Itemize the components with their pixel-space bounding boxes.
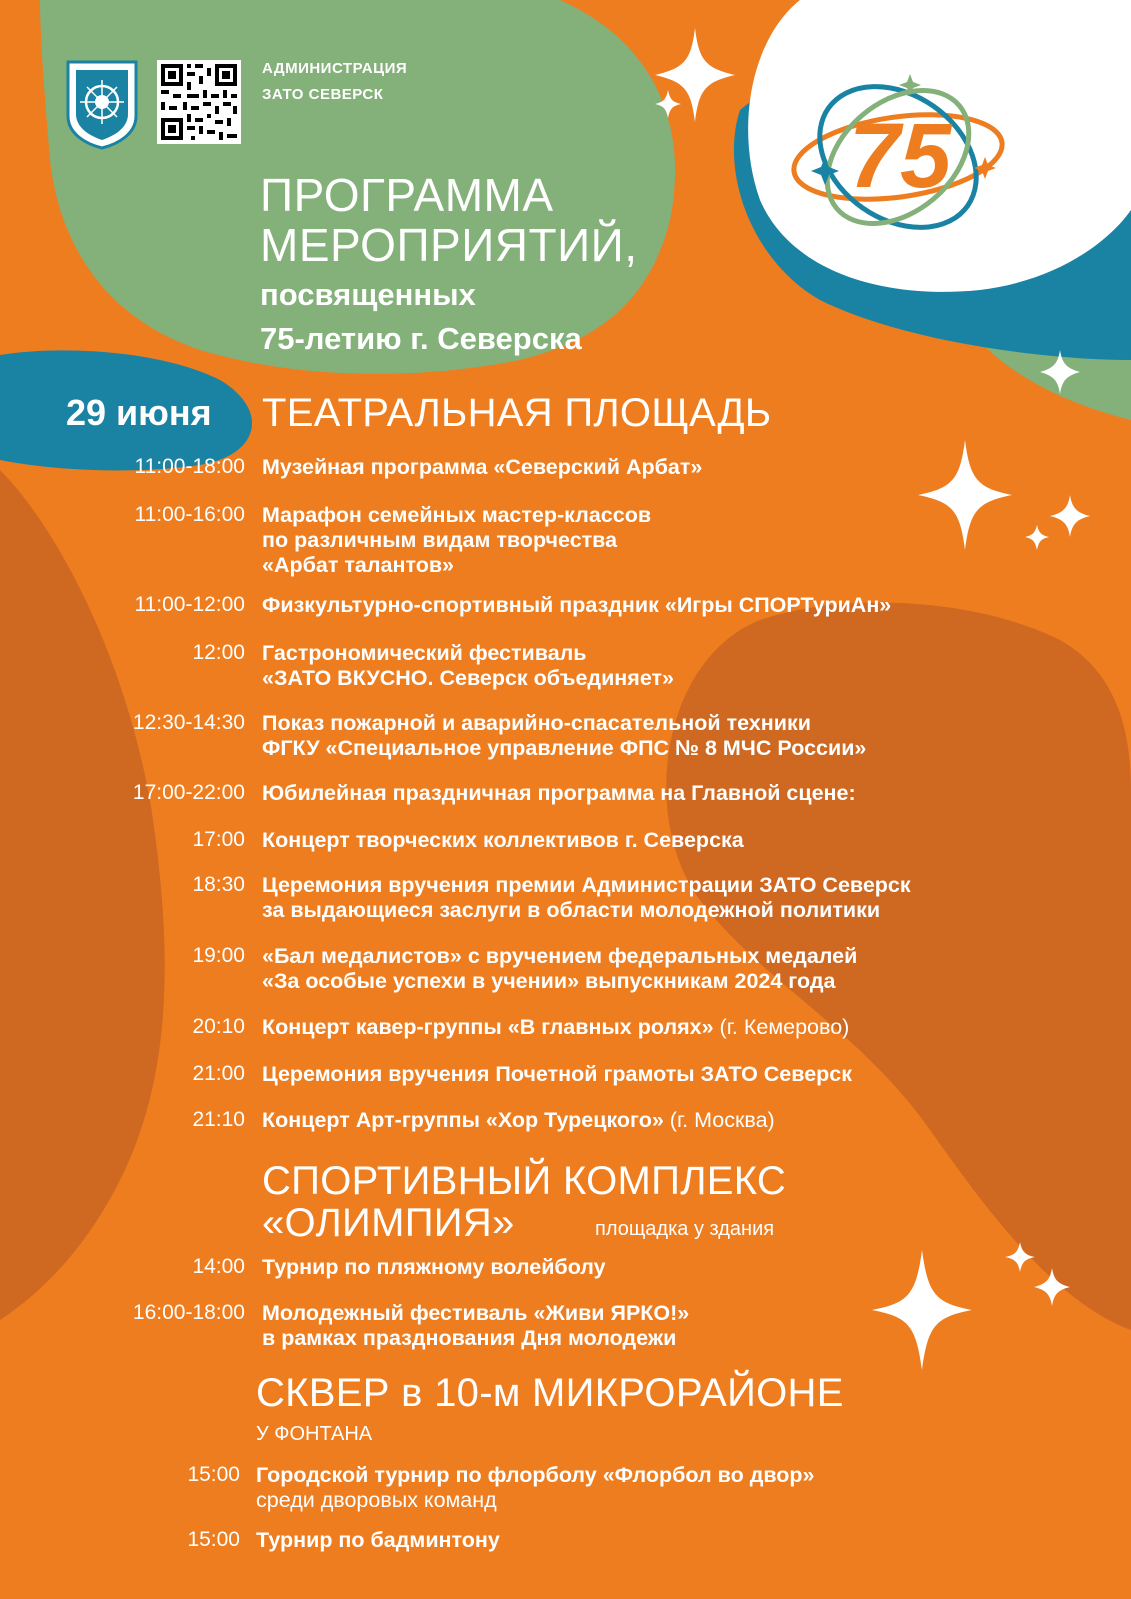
venue-olympia-line-1: СПОРТИВНЫЙ КОМПЛЕКС (262, 1159, 787, 1203)
event-time: 21:00 (192, 1062, 245, 1085)
anniversary-number: 75 (848, 105, 952, 207)
event-item: Молодежный фестиваль «Живи ЯРКО!» в рамках празднования Дня молодежи (262, 1301, 690, 1350)
event-item: Показ пожарной и аварийно-спасательной техники ФГКУ «Специальное управление ФПС № 8 МЧС России» (262, 711, 867, 760)
event-city-note: (г. Кемерово) (713, 1015, 850, 1039)
qr-code-icon[interactable] (157, 60, 241, 144)
venue-square-note: У ФОНТАНА (256, 1423, 373, 1445)
anniversary-75-logo (780, 62, 1020, 262)
event-time: 21:10 (192, 1108, 245, 1131)
event-time: 17:00-22:00 (132, 781, 245, 804)
event-item: Церемония вручения премии Администрации ЗАТО Северск за выдающиеся заслуги в области молодежной политики (262, 873, 911, 922)
event-time: 17:00 (192, 828, 245, 851)
event-item: «Бал медалистов» с вручением федеральных медалей «За особые успехи в учении» выпускникам 2024 года (262, 944, 858, 993)
event-time: 20:10 (192, 1015, 245, 1038)
event-subtitle: среди дворовых команд (256, 1488, 497, 1512)
title-line-2: МЕРОПРИЯТИЙ, (260, 219, 638, 271)
title-line-1: ПРОГРАММА (260, 169, 554, 221)
event-time: 12:00 (192, 641, 245, 664)
event-date: 29 июня (66, 392, 212, 433)
event-item: Физкультурно-спортивный праздник «Игры СПОРТуриАн» (262, 593, 892, 617)
event-item: Турнир по пляжному волейболу (262, 1255, 606, 1279)
event-city-note: (г. Москва) (663, 1108, 775, 1132)
event-item: Концерт кавер-группы «В главных ролях» (г. Кемерово) (262, 1015, 850, 1039)
admin-label (262, 56, 407, 108)
event-time: 11:00-18:00 (134, 455, 245, 478)
coat-of-arms-icon (64, 58, 140, 150)
title-line-3: посвященных (260, 277, 476, 312)
event-item: Марафон семейных мастер-классов по различным видам творчества «Арбат талантов» (262, 503, 652, 577)
admin-line-2: ЗАТО СЕВЕРСК (262, 86, 384, 103)
event-item: Городской турнир по флорболу «Флорбол во двор» среди дворовых команд (256, 1463, 815, 1512)
event-time: 15:00 (187, 1528, 240, 1551)
venue-square: СКВЕР в 10-м МИКРОРАЙОНЕ (256, 1371, 844, 1415)
venue-olympia-line-2: «ОЛИМПИЯ» (262, 1201, 515, 1245)
age-rating: 0+ (698, 63, 717, 80)
venue-theatre-square: ТЕАТРАЛЬНАЯ ПЛОЩАДЬ (262, 391, 772, 435)
event-item: Музейная программа «Северский Арбат» (262, 455, 703, 479)
event-item: Гастрономический фестиваль «ЗАТО ВКУСНО. Северск объединяет» (262, 641, 674, 690)
event-item: Юбилейная праздничная программа на Главной сцене: (262, 781, 856, 805)
event-time: 14:00 (192, 1255, 245, 1278)
event-item: Церемония вручения Почетной грамоты ЗАТО Северск (262, 1062, 853, 1086)
event-time: 19:00 (192, 944, 245, 967)
venue-olympia-note: площадка у здания (595, 1218, 775, 1240)
event-item: Концерт творческих коллективов г. Северска (262, 828, 744, 852)
event-time: 12:30-14:30 (132, 711, 245, 734)
event-time: 15:00 (187, 1463, 240, 1486)
event-item: Концерт Арт-группы «Хор Турецкого» (г. Москва) (262, 1108, 775, 1132)
title-line-4: 75-летию г. Северска (260, 321, 582, 356)
admin-line-1: АДМИНИСТРАЦИЯ (262, 60, 408, 77)
event-time: 16:00-18:00 (132, 1301, 245, 1324)
event-time: 11:00-16:00 (134, 503, 245, 526)
page-title (260, 170, 637, 358)
event-item: Турнир по бадминтону (256, 1528, 500, 1552)
event-time: 18:30 (192, 873, 245, 896)
event-time: 11:00-12:00 (134, 593, 245, 616)
